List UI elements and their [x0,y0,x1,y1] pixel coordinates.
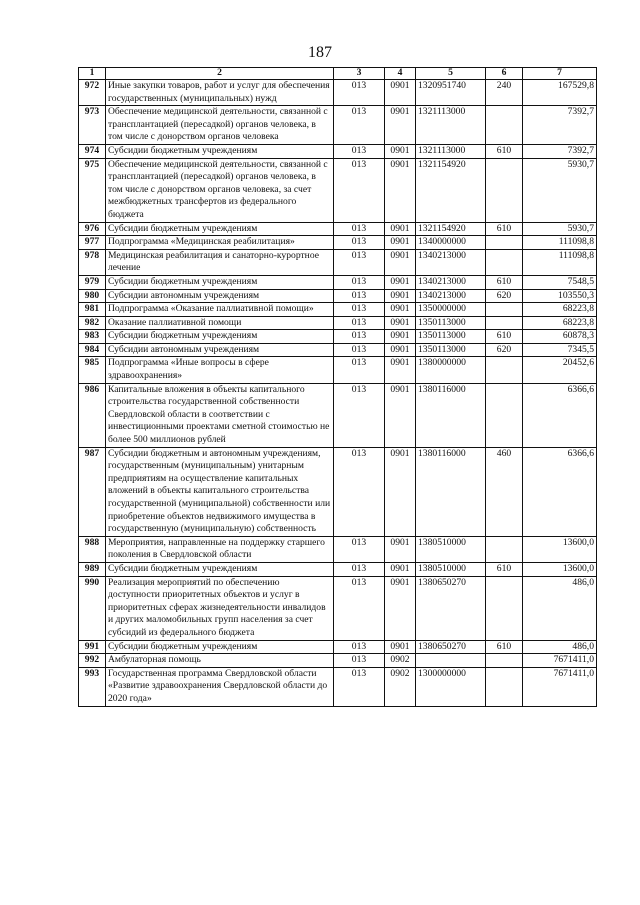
row-number: 983 [79,330,106,344]
row-expense-type: 610 [486,562,523,576]
row-target-code: 1380650270 [416,640,486,654]
row-amount: 7392,7 [523,144,597,158]
row-expense-type [486,667,523,706]
table-row [79,303,597,317]
col-header-1: 1 [79,68,106,80]
row-section-code: 0902 [385,654,416,668]
row-target-code: 1350000000 [416,303,486,317]
row-target-code: 1321113000 [416,106,486,145]
row-amount: 167529,8 [523,80,597,106]
row-name: Капитальные вложения в объекты капитального строительства государственной собственности Свердловской области в соответствии с инвестиционными проектами сметной стоимостью не более 500 миллионов рублей [106,383,334,447]
row-amount: 111098,8 [523,249,597,275]
row-number: 991 [79,640,106,654]
col-header-6: 6 [486,68,523,80]
row-expense-type [486,106,523,145]
row-number: 976 [79,222,106,236]
row-section-code: 0901 [385,236,416,250]
row-section-code: 0901 [385,144,416,158]
table-row [79,447,597,536]
row-name: Подпрограмма «Оказание паллиативной помощи» [106,303,334,317]
row-name: Мероприятия, направленные на поддержку старшего поколения в Свердловской области [106,536,334,562]
table-row [79,383,597,447]
row-expense-type [486,576,523,640]
table-row [79,667,597,706]
row-expense-type: 460 [486,447,523,536]
row-admin-code: 013 [334,654,385,668]
row-admin-code: 013 [334,576,385,640]
row-number: 987 [79,447,106,536]
row-target-code: 1340213000 [416,249,486,275]
row-admin-code: 013 [334,158,385,222]
row-target-code: 1340213000 [416,275,486,289]
row-number: 977 [79,236,106,250]
row-target-code: 1340000000 [416,236,486,250]
row-target-code: 1380650270 [416,576,486,640]
row-target-code: 1320951740 [416,80,486,106]
row-amount: 60878,3 [523,330,597,344]
row-expense-type: 240 [486,80,523,106]
row-expense-type: 610 [486,222,523,236]
row-admin-code: 013 [334,106,385,145]
row-name: Субсидии бюджетным учреждениям [106,144,334,158]
row-number: 989 [79,562,106,576]
row-number: 972 [79,80,106,106]
col-header-7: 7 [523,68,597,80]
row-amount: 103550,3 [523,289,597,303]
row-number: 981 [79,303,106,317]
row-amount: 7392,7 [523,106,597,145]
row-amount: 13600,0 [523,562,597,576]
table-row [79,289,597,303]
row-admin-code: 013 [334,447,385,536]
row-amount: 7671411,0 [523,667,597,706]
row-amount: 5930,7 [523,222,597,236]
row-target-code: 1340213000 [416,289,486,303]
table-row [79,106,597,145]
row-section-code: 0901 [385,343,416,357]
row-section-code: 0901 [385,222,416,236]
row-expense-type [486,158,523,222]
row-name: Субсидии бюджетным и автономным учреждениям, государственным (муниципальным) унитарным предприятиям на осуществление капитальных вложений в объекты капитального строительства государственной (муниципальной) собственности или приобретение объектов недвижимого имущества в государственную (муниципальную) собственность [106,447,334,536]
row-expense-type [486,654,523,668]
row-admin-code: 013 [334,236,385,250]
row-target-code: 1380116000 [416,383,486,447]
table-row [79,222,597,236]
row-expense-type: 620 [486,289,523,303]
row-amount: 6366,6 [523,447,597,536]
row-admin-code: 013 [334,275,385,289]
row-section-code: 0902 [385,667,416,706]
row-admin-code: 013 [334,289,385,303]
row-expense-type: 610 [486,275,523,289]
row-number: 992 [79,654,106,668]
row-amount: 6366,6 [523,383,597,447]
row-name: Амбулаторная помощь [106,654,334,668]
row-admin-code: 013 [334,536,385,562]
row-target-code: 1380510000 [416,536,486,562]
table-row [79,316,597,330]
row-amount: 7671411,0 [523,654,597,668]
row-admin-code: 013 [334,303,385,317]
row-expense-type [486,536,523,562]
row-amount: 68223,8 [523,303,597,317]
col-header-5: 5 [416,68,486,80]
row-expense-type [486,236,523,250]
table-header-row [79,68,597,80]
row-section-code: 0901 [385,330,416,344]
table-row [79,80,597,106]
row-amount: 68223,8 [523,316,597,330]
row-target-code: 1321113000 [416,144,486,158]
row-section-code: 0901 [385,106,416,145]
row-target-code: 1380000000 [416,357,486,383]
row-section-code: 0901 [385,640,416,654]
row-admin-code: 013 [334,144,385,158]
row-admin-code: 013 [334,330,385,344]
row-number: 980 [79,289,106,303]
row-admin-code: 013 [334,562,385,576]
row-expense-type [486,303,523,317]
row-name: Субсидии бюджетным учреждениям [106,640,334,654]
row-admin-code: 013 [334,667,385,706]
row-expense-type: 610 [486,144,523,158]
row-name: Подпрограмма «Медицинская реабилитация» [106,236,334,250]
row-admin-code: 013 [334,357,385,383]
row-number: 979 [79,275,106,289]
row-expense-type: 610 [486,330,523,344]
row-section-code: 0901 [385,536,416,562]
row-section-code: 0901 [385,562,416,576]
row-section-code: 0901 [385,576,416,640]
row-amount: 13600,0 [523,536,597,562]
row-section-code: 0901 [385,275,416,289]
row-admin-code: 013 [334,316,385,330]
table-row [79,330,597,344]
row-expense-type [486,383,523,447]
row-name: Обеспечение медицинской деятельности, связанной с трансплантацией (пересадкой) органов человека, в том числе с донорством органов человека, за счет межбюджетных трансфертов из федерального бюджета [106,158,334,222]
budget-table [78,67,597,707]
row-number: 978 [79,249,106,275]
row-name: Подпрограмма «Иные вопросы в сфере здравоохранения» [106,357,334,383]
row-expense-type [486,357,523,383]
table-row [79,576,597,640]
page-number: 187 [308,44,332,61]
row-target-code: 1321154920 [416,222,486,236]
col-header-3: 3 [334,68,385,80]
table-row [79,158,597,222]
row-expense-type: 610 [486,640,523,654]
row-number: 988 [79,536,106,562]
row-name: Реализация мероприятий по обеспечению доступности приоритетных объектов и услуг в приоритетных сферах жизнедеятельности инвалидов и других маломобильных групп населения за счет субсидий из федерального бюджета [106,576,334,640]
row-section-code: 0901 [385,249,416,275]
row-section-code: 0901 [385,357,416,383]
row-number: 974 [79,144,106,158]
table-row [79,343,597,357]
row-name: Обеспечение медицинской деятельности, связанной с трансплантацией (пересадкой) органов человека, в том числе с донорством органов человека [106,106,334,145]
row-expense-type [486,316,523,330]
row-name: Субсидии бюджетным учреждениям [106,562,334,576]
row-number: 985 [79,357,106,383]
row-section-code: 0901 [385,316,416,330]
row-name: Оказание паллиативной помощи [106,316,334,330]
row-target-code [416,654,486,668]
row-admin-code: 013 [334,383,385,447]
row-number: 975 [79,158,106,222]
row-target-code: 1380510000 [416,562,486,576]
row-number: 990 [79,576,106,640]
row-target-code: 1350113000 [416,343,486,357]
table-row [79,562,597,576]
table-row [79,144,597,158]
row-number: 993 [79,667,106,706]
table-row [79,236,597,250]
row-amount: 111098,8 [523,236,597,250]
row-section-code: 0901 [385,289,416,303]
row-amount: 486,0 [523,640,597,654]
row-admin-code: 013 [334,222,385,236]
row-expense-type: 620 [486,343,523,357]
table-row [79,654,597,668]
table-row [79,536,597,562]
table-row [79,275,597,289]
row-amount: 5930,7 [523,158,597,222]
row-amount: 7345,5 [523,343,597,357]
row-admin-code: 013 [334,640,385,654]
row-target-code: 1350113000 [416,316,486,330]
table-row [79,640,597,654]
row-number: 973 [79,106,106,145]
row-number: 984 [79,343,106,357]
row-amount: 20452,6 [523,357,597,383]
row-name: Иные закупки товаров, работ и услуг для обеспечения государственных (муниципальных) нужд [106,80,334,106]
row-name: Государственная программа Свердловской области «Развитие здравоохранения Свердловской области до 2020 года» [106,667,334,706]
row-target-code: 1300000000 [416,667,486,706]
row-name: Субсидии автономным учреждениям [106,343,334,357]
row-amount: 7548,5 [523,275,597,289]
row-number: 982 [79,316,106,330]
row-name: Медицинская реабилитация и санаторно-курортное лечение [106,249,334,275]
row-name: Субсидии бюджетным учреждениям [106,222,334,236]
row-section-code: 0901 [385,447,416,536]
row-number: 986 [79,383,106,447]
col-header-2: 2 [106,68,334,80]
row-section-code: 0901 [385,383,416,447]
row-target-code: 1350113000 [416,330,486,344]
table-row [79,357,597,383]
row-name: Субсидии автономным учреждениям [106,289,334,303]
col-header-4: 4 [385,68,416,80]
row-target-code: 1380116000 [416,447,486,536]
row-target-code: 1321154920 [416,158,486,222]
row-section-code: 0901 [385,158,416,222]
row-admin-code: 013 [334,80,385,106]
row-admin-code: 013 [334,343,385,357]
table-row [79,249,597,275]
row-amount: 486,0 [523,576,597,640]
row-section-code: 0901 [385,303,416,317]
row-name: Субсидии бюджетным учреждениям [106,330,334,344]
row-section-code: 0901 [385,80,416,106]
row-name: Субсидии бюджетным учреждениям [106,275,334,289]
row-expense-type [486,249,523,275]
row-admin-code: 013 [334,249,385,275]
